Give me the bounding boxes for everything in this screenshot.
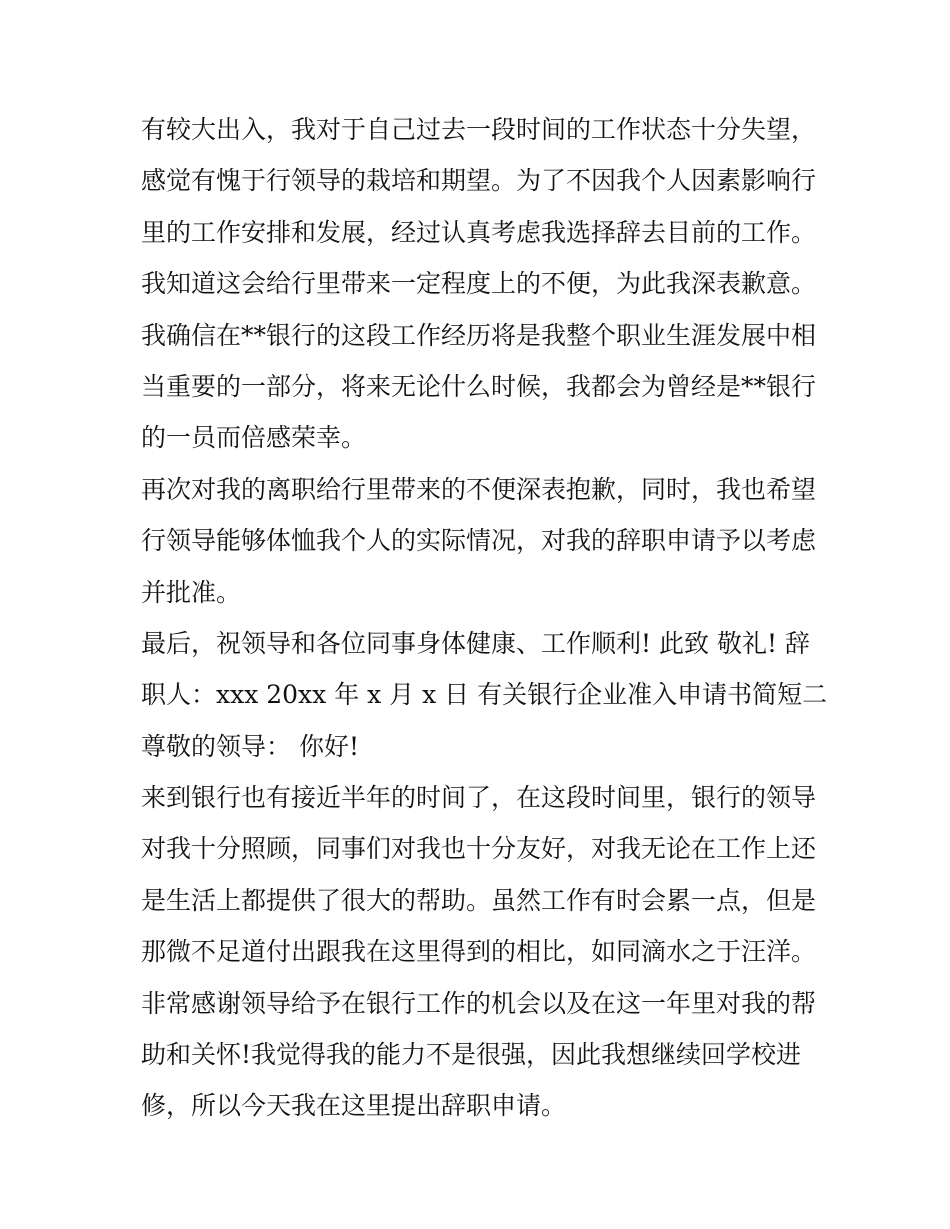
text-line: 有较大出入，我对于自己过去一段时间的工作状态十分失望，	[141, 115, 817, 144]
text-line: 我知道这会给行里带来一定程度上的不便，为此我深表歉意。	[141, 269, 817, 299]
text-line: 职人：xxx 20xx 年 x 月 x 日 有关银行企业准入申请书简短二	[141, 680, 828, 710]
text-line: 我确信在**银行的这段工作经历将是我整个职业生涯发展中相	[141, 320, 817, 350]
text-line: 是生活上都提供了很大的帮助。虽然工作有时会累一点，但是	[141, 885, 817, 915]
text-line: 再次对我的离职给行里带来的不便深表抱歉，同时，我也希望	[141, 474, 817, 504]
text-line: 最后，祝领导和各位同事身体健康、工作顺利! 此致 敬礼! 辞	[141, 628, 810, 658]
text-line: 尊敬的领导： 你好!	[141, 731, 359, 761]
text-line: 助和关怀!我觉得我的能力不是很强，因此我想继续回学校进	[141, 1040, 802, 1070]
text-line: 并批准。	[141, 577, 242, 607]
text-line: 修，所以今天我在这里提出辞职申请。	[141, 1091, 567, 1121]
text-line: 的一员而倍感荣幸。	[141, 423, 367, 453]
text-line: 行领导能够体恤我个人的实际情况，对我的辞职申请予以考虑	[141, 526, 817, 556]
text-line: 对我十分照顾，同事们对我也十分友好，对我无论在工作上还	[141, 834, 817, 864]
text-line: 非常感谢领导给予在银行工作的机会以及在这一年里对我的帮	[141, 988, 817, 1018]
text-line: 当重要的一部分，将来无论什么时候，我都会为曾经是**银行	[141, 371, 817, 401]
text-line: 来到银行也有接近半年的时间了，在这段时间里，银行的领导	[141, 783, 817, 813]
text-line: 里的工作安排和发展，经过认真考虑我选择辞去目前的工作。	[141, 217, 817, 247]
text-line: 感觉有愧于行领导的栽培和期望。为了不因我个人因素影响行	[141, 166, 817, 196]
text-line: 那微不足道付出跟我在这里得到的相比，如同滴水之于汪洋。	[141, 937, 817, 967]
body-text	[141, 104, 828, 1132]
